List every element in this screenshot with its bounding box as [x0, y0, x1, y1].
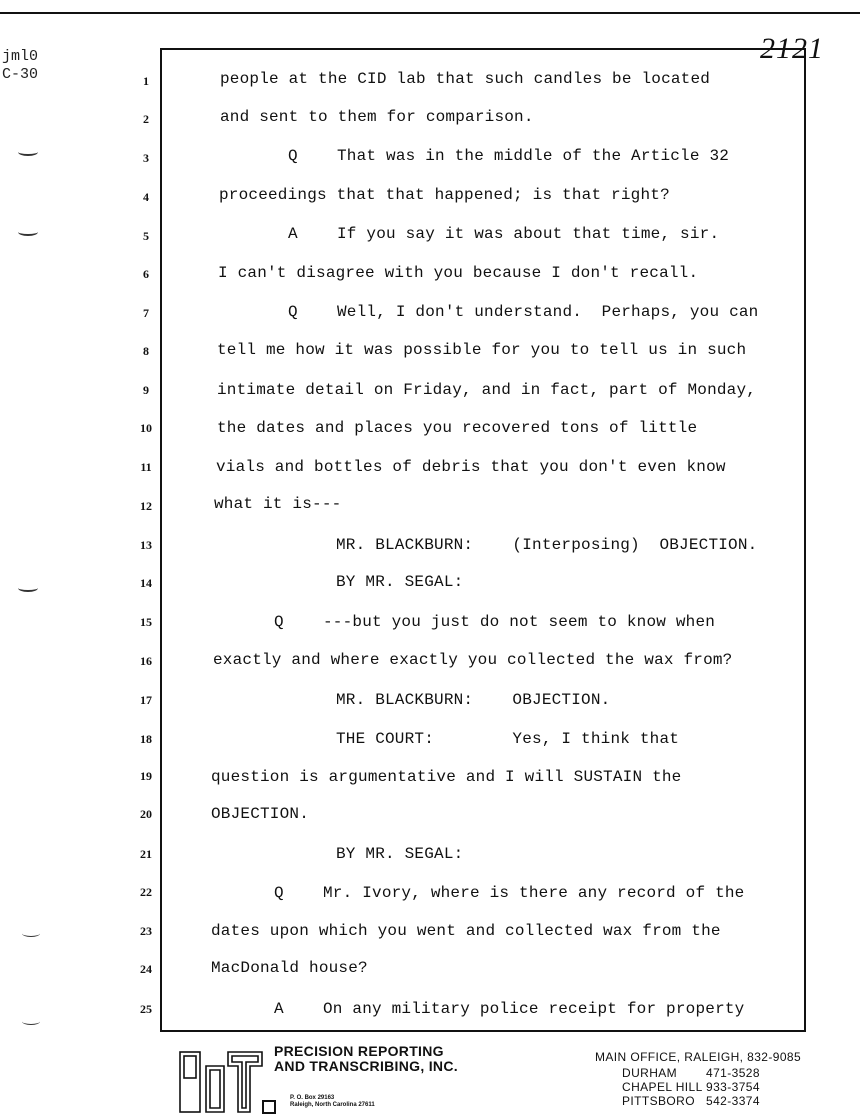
transcript-line: intimate detail on Friday, and in fact, part of Monday,	[217, 381, 757, 399]
page-number: 2121	[760, 32, 824, 65]
line-number: 14	[140, 576, 152, 590]
line-number: 6	[143, 267, 149, 281]
transcript-line: proceedings that that happened; is that right?	[219, 186, 670, 204]
transcript-line: OBJECTION.	[211, 805, 310, 823]
transcript-line: MacDonald house?	[211, 959, 368, 977]
transcript-line: and sent to them for comparison.	[220, 108, 534, 126]
corner-mark-2: C-30	[2, 66, 39, 83]
line-number: 25	[140, 1002, 152, 1016]
line-number: 15	[140, 615, 152, 629]
office-phone: 542-3374	[706, 1094, 760, 1108]
line-number: 24	[140, 962, 152, 976]
line-number: 1	[143, 74, 149, 88]
line-number: 19	[140, 769, 152, 783]
address-line1: P. O. Box 29163	[290, 1095, 335, 1101]
top-border	[0, 0, 860, 14]
scan-mark	[22, 1018, 40, 1025]
transcript-line: MR. BLACKBURN: OBJECTION.	[336, 691, 611, 709]
office-city: DURHAM	[622, 1066, 678, 1080]
address-line2: Raleigh, North Carolina 27611	[290, 1102, 375, 1108]
transcript-line: MR. BLACKBURN: (Interposing) OBJECTION.	[336, 536, 758, 554]
transcript-line: tell me how it was possible for you to tell us in such	[217, 341, 747, 359]
scan-mark	[18, 228, 38, 236]
line-number: 8	[143, 344, 149, 358]
office-city: CHAPEL HILL	[622, 1080, 703, 1094]
transcript-line: BY MR. SEGAL:	[336, 573, 464, 591]
scan-mark	[22, 930, 40, 937]
transcript-line: the dates and places you recovered tons of little	[217, 419, 698, 437]
corner-mark-1: jml0	[2, 48, 39, 65]
transcript-line: Q ---but you just do not seem to know when	[274, 613, 716, 631]
transcript-line: Q That was in the middle of the Article 32	[288, 147, 730, 165]
line-number: 13	[140, 538, 152, 552]
line-number: 21	[140, 847, 152, 861]
office-phone: 471-3528	[706, 1066, 760, 1080]
transcript-line: exactly and where exactly you collected the wax from?	[213, 651, 733, 669]
scan-mark	[18, 148, 38, 156]
scan-mark	[18, 584, 38, 592]
line-number: 5	[143, 229, 149, 243]
transcript-line: Q Well, I don't understand. Perhaps, you can	[288, 303, 759, 321]
company-name-line2: AND TRANSCRIBING, INC.	[274, 1058, 458, 1074]
transcript-line: BY MR. SEGAL:	[336, 845, 464, 863]
line-number: 18	[140, 732, 152, 746]
line-number: 23	[140, 924, 152, 938]
line-number: 12	[140, 499, 152, 513]
line-number: 3	[143, 151, 149, 165]
line-number: 9	[143, 383, 149, 397]
transcript-line: A If you say it was about that time, sir.	[288, 225, 720, 243]
transcript-line: THE COURT: Yes, I think that	[336, 730, 680, 748]
line-number: 4	[143, 190, 149, 204]
line-number: 10	[140, 421, 152, 435]
transcript-line: vials and bottles of debris that you don't even know	[216, 458, 726, 476]
company-name-line1: PRECISION REPORTING	[274, 1043, 444, 1059]
transcript-line: question is argumentative and I will SUSTAIN the	[211, 768, 682, 786]
line-number: 22	[140, 885, 152, 899]
company-name	[274, 1044, 458, 1074]
transcript-line: Q Mr. Ivory, where is there any record of the	[274, 884, 745, 902]
line-number: 11	[140, 460, 152, 474]
transcript-line: people at the CID lab that such candles be located	[220, 70, 711, 88]
line-number: 2	[143, 112, 149, 126]
main-office: MAIN OFFICE, RALEIGH, 832-9085	[595, 1050, 802, 1064]
line-number: 17	[140, 693, 152, 707]
company-logo	[178, 1046, 264, 1114]
office-city: PITTSBORO	[622, 1094, 695, 1108]
transcript-frame-bottom	[160, 1030, 804, 1032]
transcript-line: A On any military police receipt for property	[274, 1000, 745, 1018]
transcript-line: dates upon which you went and collected wax from the	[211, 922, 721, 940]
line-number: 16	[140, 654, 152, 668]
company-address	[290, 1095, 375, 1109]
logo-square	[262, 1100, 276, 1114]
transcript-line: what it is---	[214, 495, 342, 513]
line-number: 20	[140, 807, 152, 821]
line-number: 7	[143, 306, 149, 320]
transcript-line: I can't disagree with you because I don't recall.	[218, 264, 699, 282]
office-phone: 933-3754	[706, 1080, 760, 1094]
